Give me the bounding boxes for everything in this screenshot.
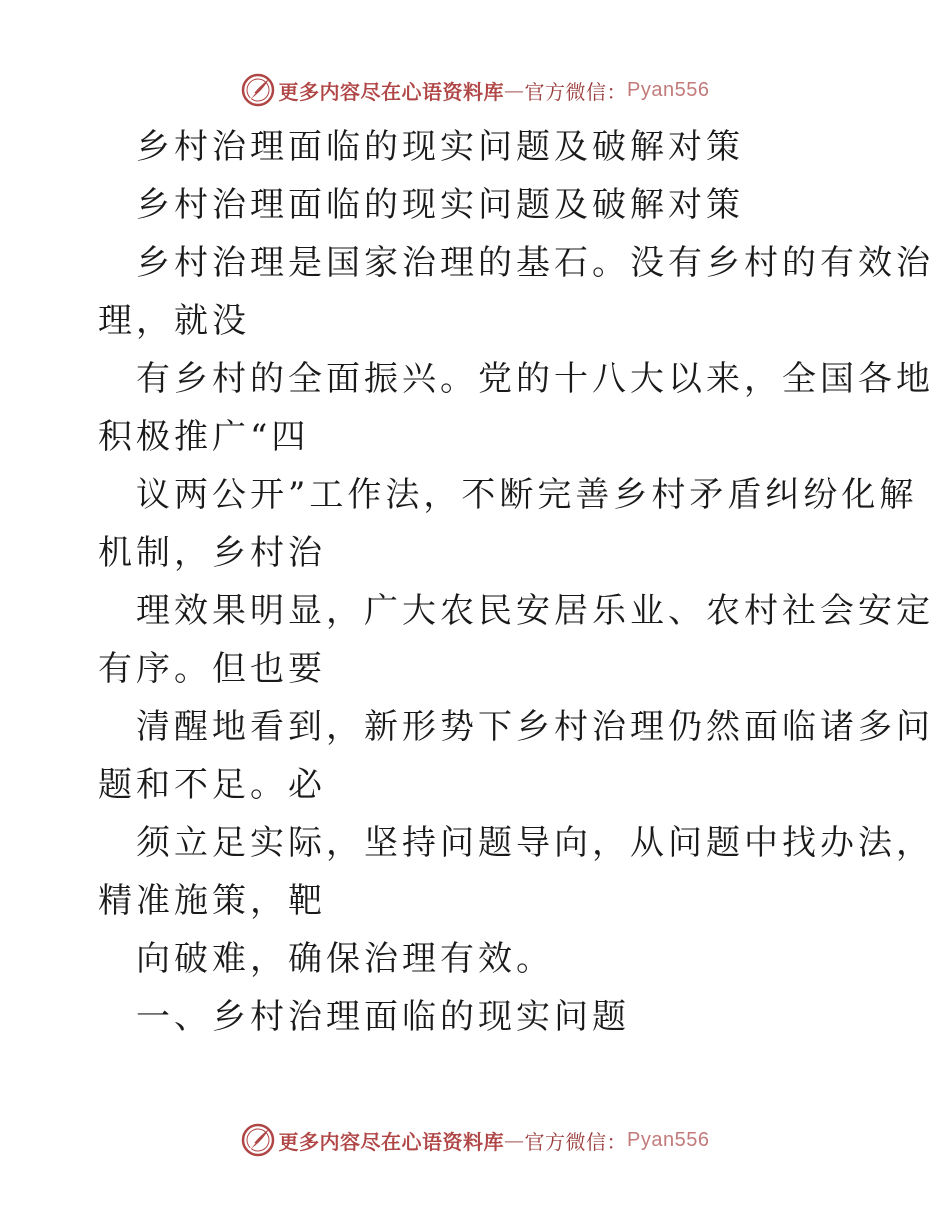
watermark-wechat-label: 官方微信： (524, 79, 628, 104)
document-line: 乡村治理面临的现实问题及破解对策 (136, 127, 744, 167)
document-line: 须立足实际，坚持问题导向，从问题中找办法， (136, 823, 934, 863)
watermark-main-text: 更多内容尽在心语资料库 (278, 1129, 505, 1154)
document-line: 机制，乡村治 (98, 533, 326, 573)
watermark-separator: — (504, 78, 525, 102)
document-line: 精准施策，靶 (98, 881, 326, 921)
document-line: 清醒地看到，新形势下乡村治理仍然面临诸多问 (136, 707, 934, 747)
document-line: 向破难，确保治理有效。 (136, 939, 554, 979)
header-watermark (0, 70, 950, 110)
document-line: 理，就没 (98, 301, 250, 341)
document-body (98, 118, 934, 1046)
feather-pen-logo-icon (241, 1123, 275, 1157)
document-line: 一、乡村治理面临的现实问题 (136, 997, 630, 1037)
document-line: 理效果明显，广大农民安居乐业、农村社会安定 (136, 591, 934, 631)
document-line: 积极推广“四 (98, 417, 310, 457)
watermark-wechat-id: Pyan556 (627, 1128, 710, 1151)
document-line: 题和不足。必 (98, 765, 326, 805)
document-line: 有乡村的全面振兴。党的十八大以来，全国各地 (136, 359, 934, 399)
feather-pen-logo-icon (241, 73, 275, 107)
document-line: 乡村治理面临的现实问题及破解对策 (136, 185, 744, 225)
watermark-main-text: 更多内容尽在心语资料库 (278, 79, 505, 104)
watermark-wechat-id: Pyan556 (627, 78, 710, 101)
footer-watermark (0, 1120, 950, 1160)
watermark-wechat-label: 官方微信： (524, 1129, 628, 1154)
document-line: 有序。但也要 (98, 649, 326, 689)
document-line: 乡村治理是国家治理的基石。没有乡村的有效治 (136, 243, 934, 283)
watermark-separator: — (504, 1128, 525, 1152)
document-line: 议两公开”工作法，不断完善乡村矛盾纠纷化解 (136, 475, 918, 515)
